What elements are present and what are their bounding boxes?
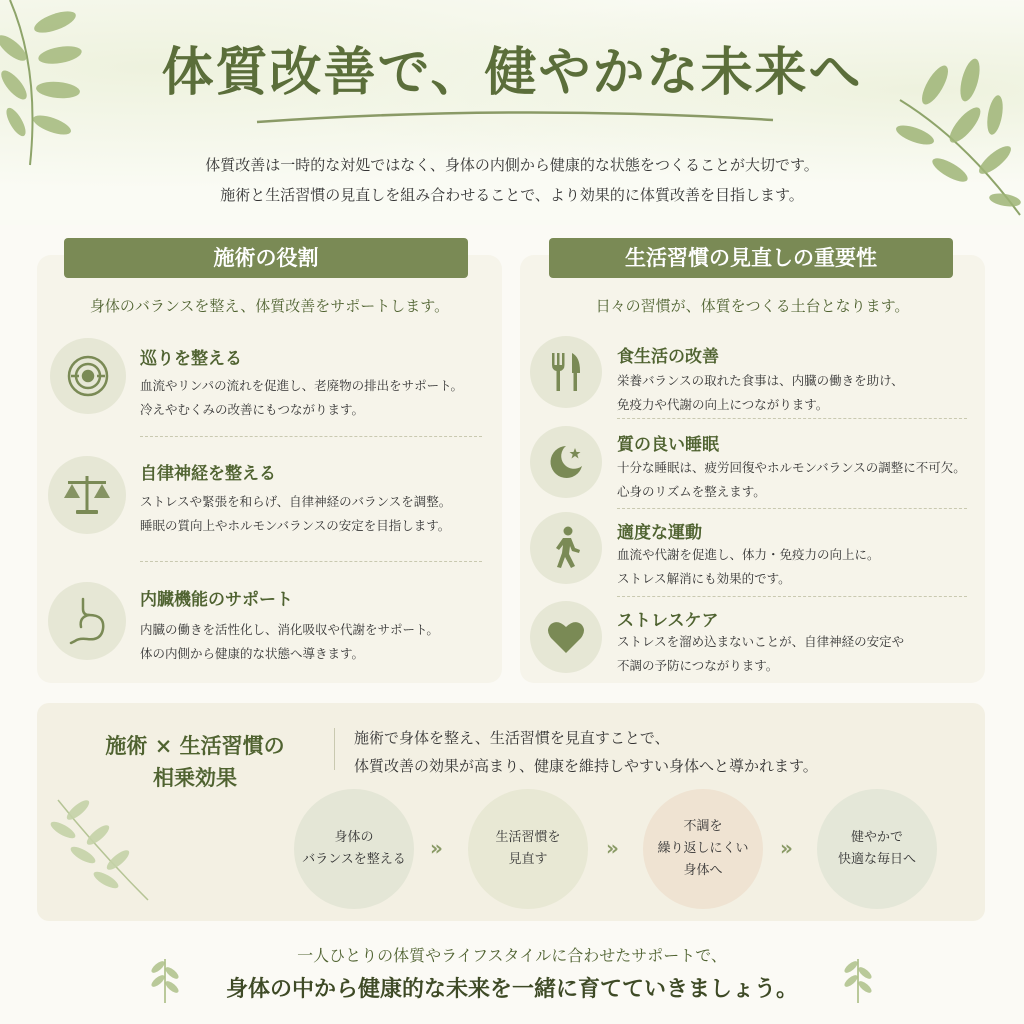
item-title-circulation: 巡りを整える (140, 349, 242, 369)
synergy-title-line: 相乗効果 (153, 765, 237, 790)
balance-scale-icon (48, 456, 126, 534)
synergy-title-line: 施術 × 生活習慣の (105, 733, 285, 758)
step-circle-balance (294, 789, 414, 909)
moon-star-icon (530, 426, 602, 498)
item-desc-organs (140, 618, 439, 666)
chevron-right-icon: » (430, 836, 443, 860)
item-desc-diet (617, 369, 904, 417)
divider (617, 418, 967, 419)
step-label: 生活習慣を 見直す (495, 830, 561, 867)
divider (617, 596, 967, 597)
circulation-target-icon (50, 338, 126, 414)
item-desc-line: 心身のリズムを整えます。 (617, 484, 766, 499)
divider (140, 561, 482, 562)
closing-line-1: 一人ひとりの体質やライフスタイルに合わせたサポートで、 (297, 946, 727, 965)
leaf-branch-synergy (48, 790, 158, 910)
intro-line-1: 体質改善は一時的な対処ではなく、身体の内側から健康的な状態をつくることが大切です。 (205, 156, 819, 174)
item-desc-line: 不調の予防につながります。 (617, 658, 779, 673)
intro-line-2: 施術と生活習慣の見直しを組み合わせることで、より効果的に体質改善を目指します。 (220, 186, 804, 204)
walking-person-icon (530, 512, 602, 584)
treatment-role-heading: 施術の役割 (64, 238, 468, 278)
closing-line-2: 身体の中から健康的な未来を一緒に育てていきましょう。 (225, 976, 798, 1002)
item-title-sleep: 質の良い睡眠 (617, 435, 719, 455)
title-underline-swash (255, 108, 775, 128)
item-title-stress: ストレスケア (617, 611, 719, 631)
item-title-exercise: 適度な運動 (617, 523, 702, 543)
item-desc-line: ストレス解消にも効果的です。 (617, 571, 791, 586)
divider (617, 508, 967, 509)
item-desc-line: 栄養バランスの取れた食事は、内臓の働きを助け、 (617, 373, 904, 388)
item-desc-line: 睡眠の質向上やホルモンバランスの安定を目指します。 (140, 518, 451, 533)
item-title-autonomic: 自律神経を整える (140, 464, 276, 484)
item-title-diet: 食生活の改善 (617, 347, 719, 367)
stomach-icon (48, 582, 126, 660)
item-desc-line: ストレスを溜め込まないことが、自律神経の安定や (617, 634, 905, 649)
step-circle-healthy (817, 789, 937, 909)
lifestyle-heading: 生活習慣の見直しの重要性 (549, 238, 953, 278)
fork-knife-icon (530, 336, 602, 408)
item-desc-line: 体の内側から健康的な状態へ導きます。 (140, 646, 365, 661)
item-desc-sleep (617, 456, 966, 504)
item-desc-autonomic (140, 490, 451, 538)
item-desc-line: 内臓の働きを活性化し、消化吸収や代謝をサポート。 (140, 622, 439, 637)
item-desc-line: ストレスや緊張を和らげ、自律神経のバランスを調整。 (140, 494, 452, 509)
synergy-description (354, 724, 818, 780)
item-desc-line: 冷えやむくみの改善にもつながります。 (140, 402, 365, 417)
step-circle-lifestyle (468, 789, 588, 909)
item-desc-line: 血流やリンパの流れを促進し、老廃物の排出をサポート。 (140, 378, 464, 393)
heart-icon (530, 601, 602, 673)
item-desc-line: 十分な睡眠は、疲労回復やホルモンバランスの調整に不可欠。 (617, 460, 966, 475)
item-title-organs: 内臓機能のサポート (140, 590, 293, 610)
chevron-right-icon: » (780, 836, 793, 860)
chevron-right-icon: » (606, 836, 619, 860)
intro-text (0, 150, 1024, 210)
page-title: 体質改善で、健やかな未来へ (161, 42, 863, 103)
item-desc-stress (617, 630, 904, 678)
synergy-title (95, 730, 295, 794)
step-label: 不調を 繰り返しにくい 身体へ (657, 819, 749, 878)
step-circle-resilient (643, 789, 763, 909)
synergy-text-line: 体質改善の効果が高まり、健康を維持しやすい身体へと導かれます。 (354, 757, 818, 775)
step-label: 健やかで 快適な毎日へ (837, 830, 916, 867)
divider (140, 436, 482, 437)
item-desc-circulation (140, 374, 463, 422)
lifestyle-subtitle: 日々の習慣が、体質をつくる土台となります。 (595, 297, 910, 315)
treatment-role-subtitle: 身体のバランスを整え、体質改善をサポートします。 (89, 297, 450, 315)
synergy-text-line: 施術で身体を整え、生活習慣を見直すことで、 (354, 729, 670, 747)
item-desc-line: 免疫力や代謝の向上につながります。 (617, 397, 829, 412)
item-desc-line: 血流や代謝を促進し、体力・免疫力の向上に。 (617, 547, 880, 562)
divider (334, 728, 335, 770)
step-label: 身体の バランスを整える (302, 830, 406, 867)
item-desc-exercise (617, 543, 880, 591)
